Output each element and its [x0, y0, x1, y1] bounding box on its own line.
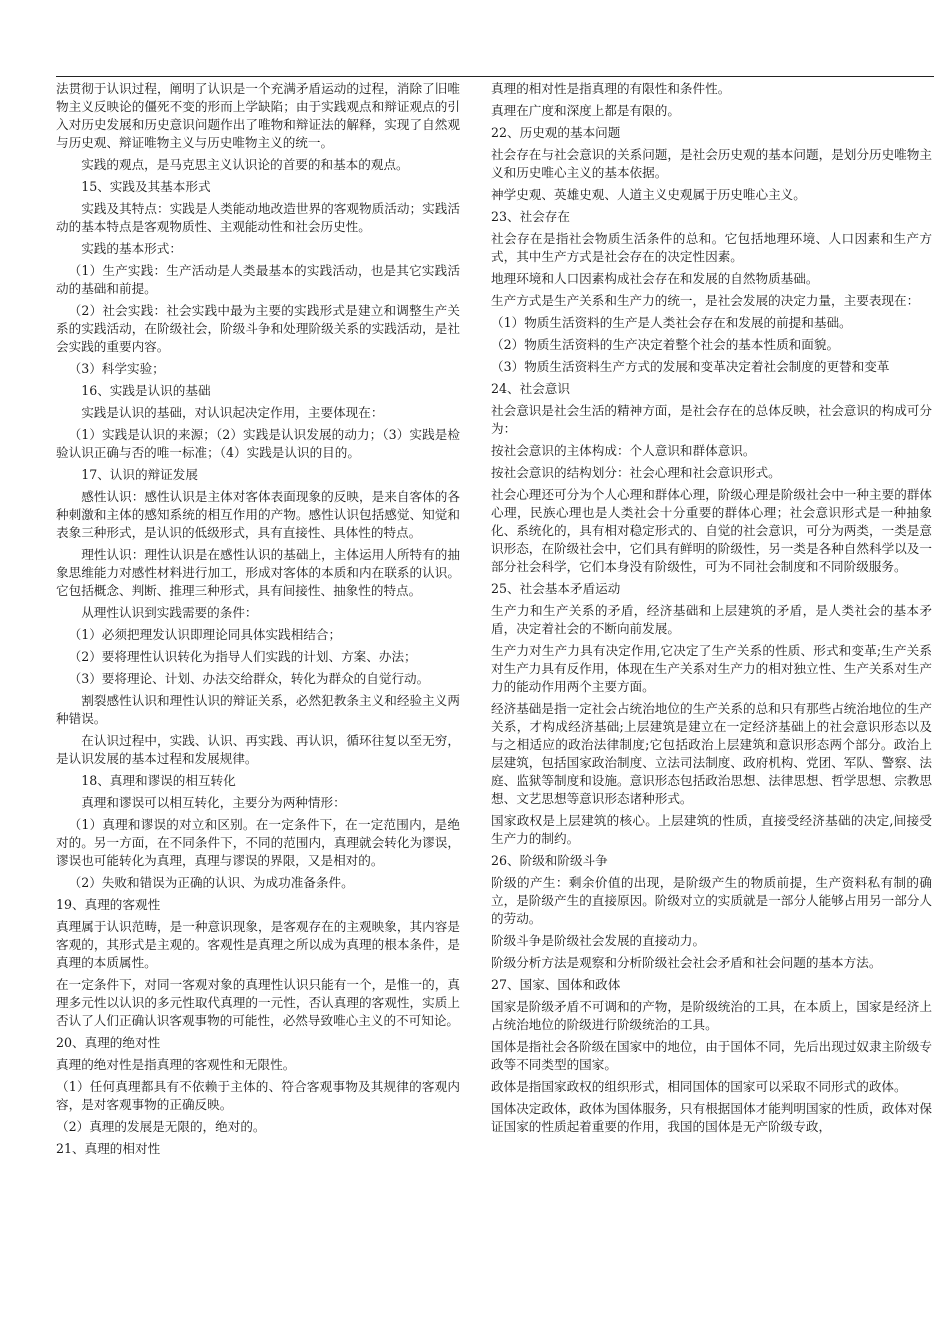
paragraph: 实践的基本形式： [81, 241, 182, 256]
paragraph: 经济基础是指一定社会占统治地位的生产关系的总和只有那些占统治地位的生产关系，才构成经济基础;上层建筑是建立在一定经济基础上的社会意识形态以及与之相适应的政治法律制度;它包括政治上层建筑和意识形态两个部分。政治上层建筑，包括国家政治制度、立法司法制度、政府机构、党团、军队、警察、法庭、监狱等制度和设施。意识形态包括政治思想、法律思想、哲学思想、宗教思想、文艺思想等意识形态诸种形式。 [491, 701, 932, 806]
list-item: （3）要将理论、计划、办法交给群众，转化为群众的自觉行动。 [68, 671, 430, 686]
paragraph: 神学史观、英雄史观、人道主义史观属于历史唯心主义。 [491, 187, 806, 202]
list-item: （2）物质生活资料的生产决定着整个社会的基本性质和面貌。 [491, 337, 840, 352]
paragraph: 从理性认识到实践需要的条件： [81, 605, 258, 620]
paragraph: 国体决定政体，政体为国体服务，只有根据国体才能判明国家的性质，政体对保证国家的性质起着重要的作用，我国的国体是无产阶级专政， [491, 1101, 932, 1134]
paragraph: 真理属于认识范畴，是一种意识现象，是客观存在的主观映象，其内容是客观的，其形式是主观的。客观性是真理之所以成为真理的根本条件，是真理的本质属性。 [56, 919, 460, 970]
section-heading: 24、社会意识 [491, 381, 570, 396]
paragraph: 国家是阶级矛盾不可调和的产物，是阶级统治的工具，在本质上，国家是经济上占统治地位的阶级进行阶级统治的工具。 [491, 999, 932, 1032]
list-item: （1）真理和谬误的对立和区别。在一定条件下，在一定范围内，是绝对的。另一方面，在不同条件下，不同的范围内，真理就会转化为谬误，谬误也可能转化为真理，真理与谬误的界限，又是相对的。 [56, 817, 460, 868]
section-heading: 18、真理和谬误的相互转化 [81, 773, 236, 788]
paragraph: 在一定条件下，对同一客观对象的真理性认识只能有一个，是惟一的，真理多元性以认识的多元性取代真理的一元性，否认真理的客观性，实质上否认了人们正确认识客观事物的可能性，必然导致唯心主义的不可知论。 [56, 977, 460, 1028]
paragraph: 理性认识：理性认识是在感性认识的基础上，主体运用人所特有的抽象思维能力对感性材料进行加工，形成对客体的本质和内在联系的认识。它包括概念、判断、推理三种形式，具有间接性、抽象性的特点。 [56, 547, 460, 598]
paragraph: 在认识过程中，实践、认识、再实践、再认识，循环往复以至无穷，是认识发展的基本过程和发展规律。 [56, 733, 460, 766]
paragraph: 真理在广度和深度上都是有限的。 [491, 103, 680, 118]
section-heading: 25、社会基本矛盾运动 [491, 581, 621, 596]
paragraph: 生产方式是生产关系和生产力的统一，是社会发展的决定力量，主要表现在： [491, 293, 920, 308]
header-rule [56, 76, 934, 77]
section-heading: 27、国家、国体和政体 [491, 977, 621, 992]
paragraph: 阶级的产生：剩余价值的出现，是阶级产生的物质前提，生产资料私有制的确立，是阶级产生的直接原因。阶级对立的实质就是一部分人能够占用另一部分人的劳动。 [491, 875, 932, 926]
list-item: （2）社会实践：社会实践中最为主要的实践形式是建立和调整生产关系的实践活动，在阶级社会，阶级斗争和处理阶级关系的实践活动，是社会实践的重要内容。 [56, 303, 460, 354]
paragraph: 实践的观点，是马克思主义认识论的首要的和基本的观点。 [81, 157, 409, 172]
list-item: （1）生产实践：生产活动是人类最基本的实践活动，也是其它实践活动的基础和前提。 [56, 263, 460, 296]
paragraph: 感性认识：感性认识是主体对客体表面现象的反映，是来自客体的各种刺激和主体的感知系统的相互作用的产物。感性认识包括感觉、知觉和表象三种形式，是认识的低级形式，具有直接性、具体性的特点。 [56, 489, 460, 540]
paragraph: 真理和谬误可以相互转化，主要分为两种情形： [81, 795, 346, 810]
list-item: （2）要将理性认识转化为指导人们实践的计划、方案、办法； [68, 649, 417, 664]
list-item: （1）任何真理都具有不依赖于主体的、符合客观事物及其规律的客观内容，是对客观事物的正确反映。 [56, 1079, 460, 1112]
right-column [491, 80, 932, 1140]
list-item: （3）物质生活资料生产方式的发展和变革决定着社会制度的更替和变革 [491, 359, 890, 374]
paragraph: 社会存在是指社会物质生活条件的总和。它包括地理环境、人口因素和生产方式，其中生产方式是社会存在的决定性因素。 [491, 231, 932, 264]
list-item: （2）失败和错误为正确的认识、为成功准备条件。 [68, 875, 354, 890]
section-heading: 23、社会存在 [491, 209, 570, 224]
paragraph: 真理的相对性是指真理的有限性和条件性。 [491, 81, 731, 96]
paragraph: 法贯彻于认识过程，阐明了认识是一个充满矛盾运动的过程，消除了旧唯物主义反映论的僵死不变的形而上学缺陷；由于实践观点和辩证观点的引入对历史发展和历史意识问题作出了唯物和辩证法的解释，实现了自然观与历史观、辩证唯物主义与历史唯物主义的统一。 [56, 81, 460, 150]
section-heading: 19、真理的客观性 [56, 897, 161, 912]
list-item: （1）物质生活资料的生产是人类社会存在和发展的前提和基础。 [491, 315, 852, 330]
section-heading: 21、真理的相对性 [56, 1141, 161, 1156]
paragraph: 地理环境和人口因素构成社会存在和发展的自然物质基础。 [491, 271, 819, 286]
paragraph: 阶级分析方法是观察和分析阶级社会社会矛盾和社会问题的基本方法。 [491, 955, 882, 970]
paragraph: 国家政权是上层建筑的核心。上层建筑的性质，直接受经济基础的决定,间接受生产力的制约。 [491, 813, 932, 846]
paragraph: 按社会意识的主体构成：个人意识和群体意识。 [491, 443, 756, 458]
section-heading: 16、实践是认识的基础 [81, 383, 211, 398]
paragraph: 社会存在与社会意识的关系问题，是社会历史观的基本问题，是划分历史唯物主义和历史唯心主义的基本依据。 [491, 147, 932, 180]
list-item: （2）真理的发展是无限的，绝对的。 [56, 1119, 266, 1134]
paragraph: 国体是指社会各阶级在国家中的地位，由于国体不同，先后出现过奴隶主阶级专政等不同类型的国家。 [491, 1039, 932, 1072]
paragraph: 割裂感性认识和理性认识的辩证关系，必然犯教条主义和经验主义两种错误。 [56, 693, 460, 726]
paragraph: 社会意识是社会生活的精神方面，是社会存在的总体反映，社会意识的构成可分为： [491, 403, 932, 436]
paragraph: 生产力对生产力具有决定作用,它决定了生产关系的性质、形式和变革;生产关系对生产力具有反作用，体现在生产关系对生产力的相对独立性、生产关系对生产力的能动作用两个主要方面。 [491, 643, 932, 694]
section-heading: 26、阶级和阶级斗争 [491, 853, 608, 868]
paragraph: 实践是认识的基础，对认识起决定作用，主要体现在： [81, 405, 384, 420]
paragraph: 社会心理还可分为个人心理和群体心理，阶级心理是阶级社会中一种主要的群体心理，民族心理也是人类社会十分重要的群体心理；社会意识形式是一种抽象化、系统化的，具有相对稳定形式的、自觉的社会意识，可分为两类，一类是意识形态，在阶级社会中，它们具有鲜明的阶级性，另一类是各种自然科学以及一部分社会科学，它们本身没有阶级性，可为不同社会制度和不同阶级服务。 [491, 487, 932, 574]
list-item: （3）科学实验； [68, 361, 165, 376]
paragraph: 生产力和生产关系的矛盾，经济基础和上层建筑的矛盾，是人类社会的基本矛盾，决定着社会的不断向前发展。 [491, 603, 932, 636]
list-item: （1）实践是认识的来源；（2）实践是认识发展的动力；（3）实践是检验认识正确与否的唯一标准；（4）实践是认识的目的。 [56, 427, 460, 460]
section-heading: 22、历史观的基本问题 [491, 125, 621, 140]
paragraph: 按社会意识的结构划分：社会心理和社会意识形式。 [491, 465, 781, 480]
paragraph: 真理的绝对性是指真理的客观性和无限性。 [56, 1057, 296, 1072]
left-column [56, 80, 460, 1162]
section-heading: 17、认识的辩证发展 [81, 467, 198, 482]
section-heading: 20、真理的绝对性 [56, 1035, 161, 1050]
section-heading: 15、实践及其基本形式 [81, 179, 211, 194]
paragraph: 阶级斗争是阶级社会发展的直接动力。 [491, 933, 706, 948]
list-item: （1）必须把理发认识即理论同具体实践相结合； [68, 627, 342, 642]
paragraph: 政体是指国家政权的组织形式，相同国体的国家可以采取不同形式的政体。 [491, 1079, 907, 1094]
paragraph: 实践及其特点：实践是人类能动地改造世界的客观物质活动；实践活动的基本特点是客观物质性、主观能动性和社会历史性。 [56, 201, 460, 234]
